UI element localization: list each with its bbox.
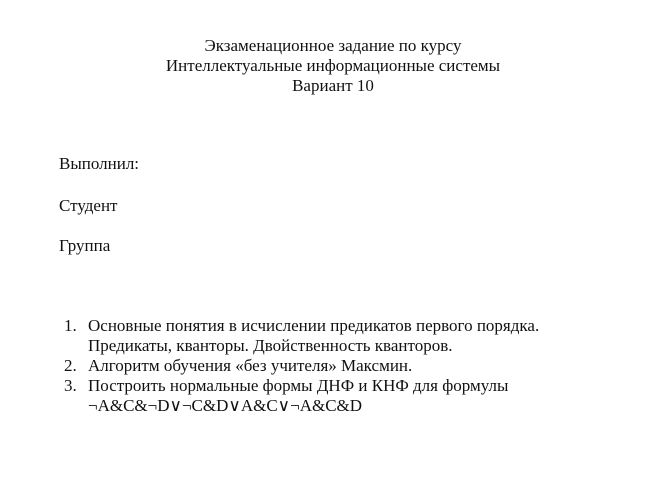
task-text <box>88 356 644 376</box>
task-item-2 <box>64 356 644 376</box>
task-line: Построить нормальные формы ДНФ и КНФ для формулы <box>88 376 509 395</box>
task-number: 1. <box>64 316 77 335</box>
task-line: Алгоритм обучения «без учителя» Максмин. <box>88 356 413 375</box>
group-label: Группа <box>59 236 111 255</box>
header-course-name: Интеллектуальные информационные системы <box>165 56 501 75</box>
header-course-line: Экзаменационное задание по курсу <box>204 36 462 55</box>
task-item-3 <box>64 376 644 416</box>
task-list <box>64 316 644 416</box>
task-number: 2. <box>64 356 77 375</box>
task-text <box>88 376 644 416</box>
performed-by-label: Выполнил: <box>59 154 140 173</box>
student-label: Студент <box>59 196 118 215</box>
task-item-1 <box>64 316 644 356</box>
header-variant: Вариант 10 <box>292 76 374 95</box>
task-number: 3. <box>64 376 77 395</box>
task-line: Предикаты, кванторы. Двойственность кванторов. <box>88 336 453 355</box>
task-formula: ¬A&C&¬D∨¬C&D∨A&C∨¬A&C&D <box>88 396 363 415</box>
document-header <box>0 36 666 96</box>
task-line: Основные понятия в исчислении предикатов первого порядка. <box>88 316 540 335</box>
task-text <box>88 316 644 356</box>
